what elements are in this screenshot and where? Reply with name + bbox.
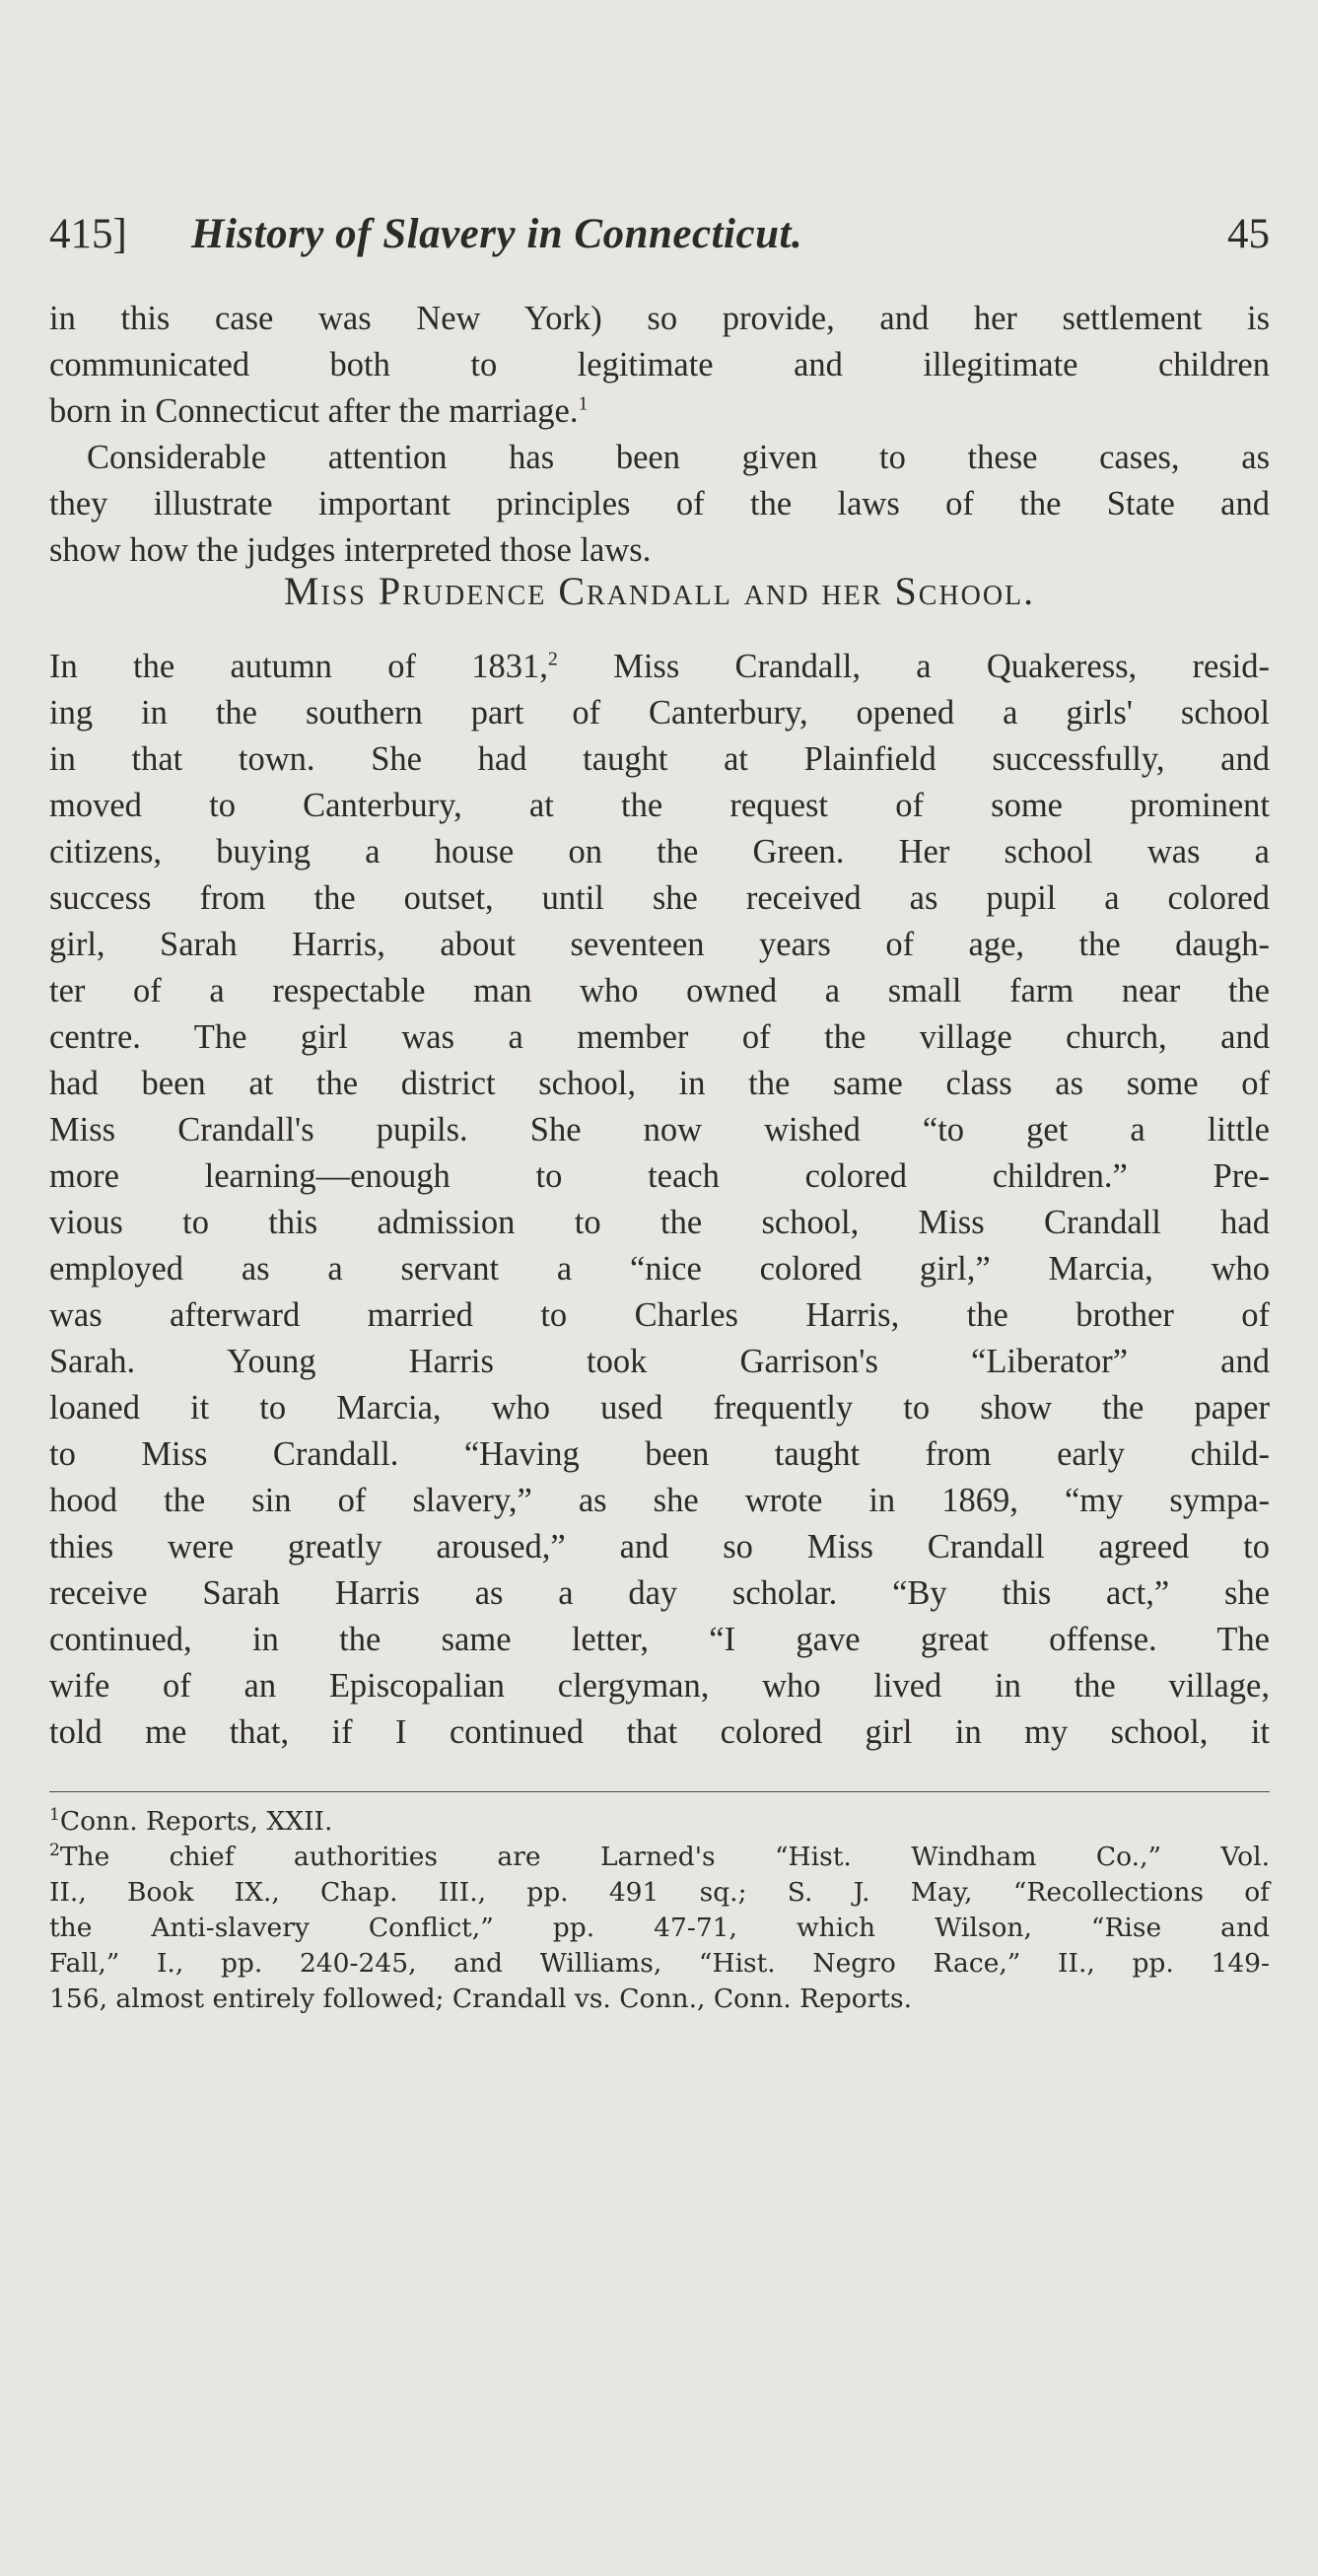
- text-line: show how the judges interpreted those laws.: [49, 531, 652, 569]
- text-line: success from the outset, until she received as pupil a colored: [49, 879, 1270, 917]
- main-paragraph: [49, 644, 1270, 1756]
- text-line: in this case was New York) so provide, and her settlement is: [49, 300, 1270, 337]
- text-line: to Miss Crandall. “Having been taught from early child-: [49, 1435, 1270, 1473]
- text-line-start: In the autumn of 1831,: [49, 648, 548, 685]
- text-line: had been at the district school, in the same class as some of: [49, 1065, 1270, 1102]
- text-line: wife of an Episcopalian clergyman, who lived in the village,: [49, 1667, 1270, 1705]
- footnote-marker: 1: [49, 1805, 60, 1826]
- text-line: hood the sin of slavery,” as she wrote in 1869, “my sympa-: [49, 1482, 1270, 1519]
- intro-paragraph: [49, 296, 1270, 435]
- text-line: citizens, buying a house on the Green. Her school was a: [49, 833, 1270, 870]
- text-line: girl, Sarah Harris, about seventeen years of age, the daugh-: [49, 926, 1270, 963]
- footnote-text: Conn. Reports, XXII.: [59, 1806, 333, 1837]
- footnote-ref-2[interactable]: 2: [547, 648, 558, 670]
- text-line: [49, 388, 1270, 435]
- text-line: ter of a respectable man who owned a small farm near the: [49, 972, 1270, 1010]
- text-line: Miss Crandall's pupils. She now wished “to get a little: [49, 1111, 1270, 1149]
- text-line: more learning—enough to teach colored children.” Pre-: [49, 1157, 1270, 1195]
- text-line: thies were greatly aroused,” and so Miss Crandall agreed to: [49, 1528, 1270, 1566]
- footnote-text-line: II., Book IX., Chap. III., pp. 491 sq.; S. J. May, “Recollections of: [49, 1877, 1270, 1908]
- text-line: centre. The girl was a member of the village church, and: [49, 1018, 1270, 1056]
- footnote-text-line: 156, almost entirely followed; Crandall vs. Conn., Conn. Reports.: [49, 1984, 913, 2014]
- footnotes: [49, 1804, 1270, 2017]
- text-line: they illustrate important principles of the laws of the State and: [49, 485, 1270, 522]
- text-line: receive Sarah Harris as a day scholar. “By this act,” she: [49, 1574, 1270, 1612]
- text-line: communicated both to legitimate and illegitimate children: [49, 346, 1270, 383]
- section-number: 415]: [49, 211, 127, 257]
- footnote-2: [49, 1840, 1270, 1875]
- second-paragraph: [49, 435, 1270, 574]
- footnote-text: The chief authorities are Larned's “Hist. Windham Co.,” Vol.: [59, 1842, 1270, 1872]
- text-line: loaned it to Marcia, who used frequently to show the paper: [49, 1389, 1270, 1427]
- footnote-1: [49, 1804, 1270, 1840]
- text-line: moved to Canterbury, at the request of some prominent: [49, 787, 1270, 824]
- text-line: vious to this admission to the school, Miss Crandall had: [49, 1204, 1270, 1241]
- text-line: employed as a servant a “nice colored girl,” Marcia, who: [49, 1250, 1270, 1288]
- footnote-marker: 2: [49, 1841, 60, 1861]
- text-line: was afterward married to Charles Harris, the brother of: [49, 1296, 1270, 1334]
- text-line: ing in the southern part of Canterbury, opened a girls' school: [49, 694, 1270, 731]
- text-line: Considerable attention has been given to these cases, as: [87, 439, 1270, 476]
- text-line: Sarah. Young Harris took Garrison's “Liberator” and: [49, 1343, 1270, 1380]
- footnote-divider: [49, 1791, 1270, 1792]
- text-line-content: born in Connecticut after the marriage.: [49, 392, 579, 430]
- section-heading: Miss Prudence Crandall and her School.: [283, 569, 1036, 613]
- footnote-ref-1[interactable]: 1: [578, 392, 589, 415]
- footnote-text-line: Fall,” I., pp. 240-245, and Williams, “Hist. Negro Race,” II., pp. 149-: [49, 1948, 1270, 1979]
- footnote-text-line: the Anti-slavery Conflict,” pp. 47-71, which Wilson, “Rise and: [49, 1913, 1270, 1943]
- text-line: told me that, if I continued that colored girl in my school, it: [49, 1713, 1270, 1751]
- running-head: [49, 205, 1270, 264]
- text-line: in that town. She had taught at Plainfield successfully, and: [49, 740, 1270, 778]
- text-line: [49, 644, 1270, 690]
- text-line: continued, in the same letter, “I gave great offense. The: [49, 1621, 1270, 1658]
- text-line-end: Miss Crandall, a Quakeress, resid-: [557, 648, 1271, 685]
- running-title: History of Slavery in Connecticut.: [191, 211, 803, 257]
- page-number: 45: [1227, 211, 1270, 257]
